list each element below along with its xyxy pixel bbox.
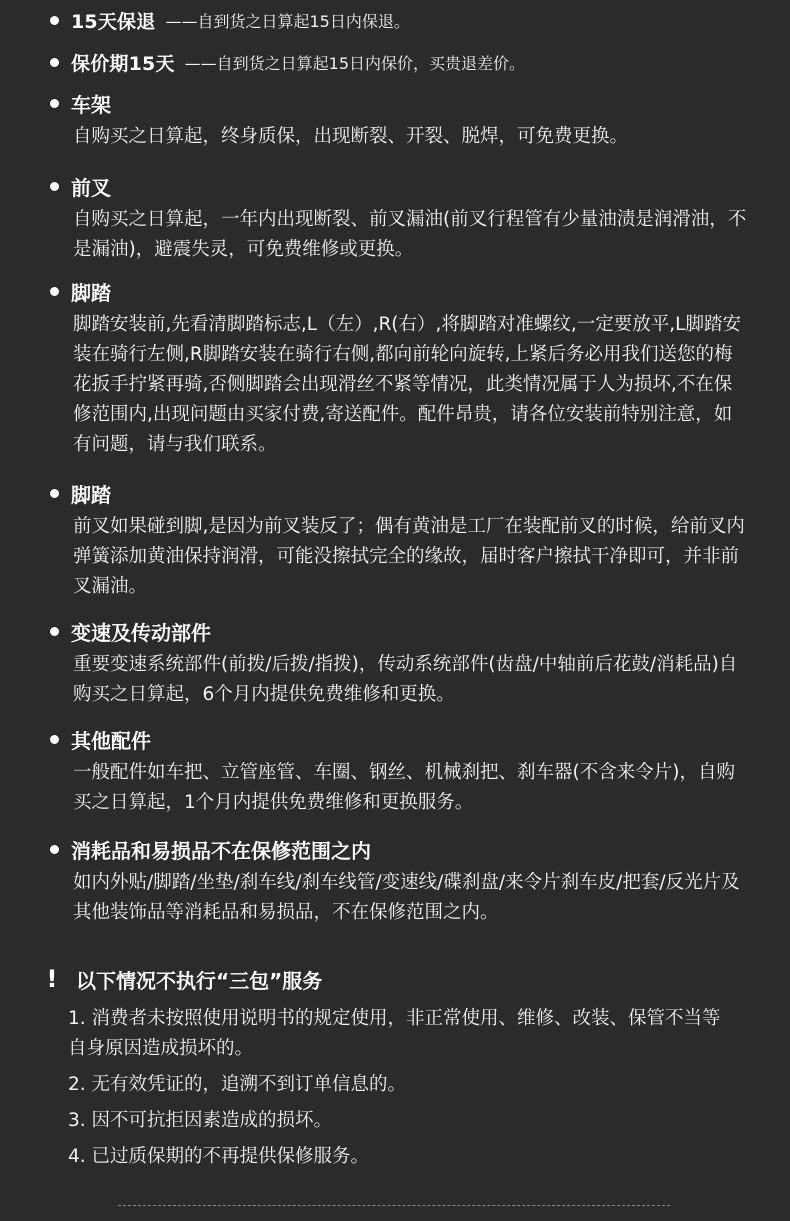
section-title: 脚踏 — [71, 280, 111, 305]
section-pedal-install — [50, 276, 750, 460]
bullet-icon — [50, 489, 59, 498]
exclusion-item: 2. 无有效凭证的，追溯不到订单信息的。 — [68, 1074, 407, 1095]
section-body: 前叉如果碰到脚,是因为前叉装反了；偶有黄油是工厂在装配前叉的时候，给前叉内弹簧添加黄油保持润滑，可能没擦拭完全的缘故，届时客户擦拭干净即可，并非前叉漏油。 — [73, 516, 745, 597]
section-fork — [50, 171, 750, 265]
section-drivetrain — [50, 616, 750, 710]
bullet-icon — [50, 287, 59, 296]
exclusion-item: 4. 已过质保期的不再提供保修服务。 — [68, 1146, 370, 1167]
section-title: 其他配件 — [71, 728, 151, 753]
section-title: 消耗品和易损品不在保修范围之内 — [71, 838, 371, 863]
return-policy-item — [50, 5, 410, 35]
section-other-parts — [50, 724, 750, 818]
dashed-divider — [118, 1205, 670, 1206]
exclusions-title: 以下情况不执行“三包”服务 — [76, 968, 323, 993]
section-title: 脚踏 — [71, 482, 111, 507]
exclamation-icon: ! — [46, 965, 58, 993]
section-frame — [50, 88, 750, 152]
price-protection-desc: ——自到货之日算起15日内保价，买贵退差价。 — [184, 53, 526, 73]
bullet-icon — [50, 58, 59, 67]
section-title: 车架 — [71, 92, 111, 117]
return-policy-desc: ——自到货之日算起15日内保退。 — [165, 11, 410, 31]
bullet-icon — [50, 16, 59, 25]
section-body: 脚踏安装前,先看清脚踏标志,L（左）,R(右）,将脚踏对准螺纹,一定要放平,L脚踏安装在骑行左侧,R脚踏安装在骑行右侧,都向前轮向旋转,上紧后务必用我们送您的梅花扳手拧紧再骑,否侧脚踏会出现滑丝不紧等情况，此类情况属于人为损坏,不在保修范围内,出现问题由买家付费,寄送配件。配件昂贵，请各位安装前特别注意，如有问题，请与我们联系。 — [73, 314, 741, 455]
section-body: 重要变速系统部件(前拨/后拨/指拨)，传动系统部件(齿盘/中轴前后花鼓/消耗品)自购买之日算起，6个月内提供免费维修和更换。 — [73, 654, 738, 705]
section-body: 自购买之日算起，终身质保，出现断裂、开裂、脱焊，可免费更换。 — [73, 126, 629, 147]
exclusion-item: 1. 消费者未按照使用说明书的规定使用，非正常使用、维修、改装、保管不当等自身原因造成损坏的。 — [68, 1008, 721, 1059]
return-policy-title: 15天保退 — [71, 10, 156, 33]
bullet-icon — [50, 182, 59, 191]
section-body: 如内外贴/脚踏/坐垫/刹车线/刹车线管/变速线/碟刹盘/来令片刹车皮/把套/反光片及其他装饰品等消耗品和易损品，不在保修范围之内。 — [73, 872, 740, 923]
exclusions-list — [68, 1004, 738, 1178]
exclusion-item: 3. 因不可抗拒因素造成的损坏。 — [68, 1110, 333, 1131]
bullet-icon — [50, 845, 59, 854]
section-body: 自购买之日算起，一年内出现断裂、前叉漏油(前叉行程管有少量油渍是润滑油，不是漏油)，避震失灵，可免费维修或更换。 — [73, 209, 747, 260]
section-title: 变速及传动部件 — [71, 620, 211, 645]
section-body: 一般配件如车把、立管座管、车圈、钢丝、机械刹把、刹车器(不含来令片)，自购买之日算起，1个月内提供免费维修和更换服务。 — [73, 762, 735, 813]
section-consumables — [50, 834, 750, 928]
price-protection-title: 保价期15天 — [71, 52, 175, 75]
exclusions-heading — [46, 962, 322, 996]
price-protection-item — [50, 47, 525, 77]
section-pedal-fork — [50, 478, 750, 602]
bullet-icon — [50, 627, 59, 636]
bullet-icon — [50, 735, 59, 744]
section-title: 前叉 — [71, 175, 111, 200]
bullet-icon — [50, 99, 59, 108]
